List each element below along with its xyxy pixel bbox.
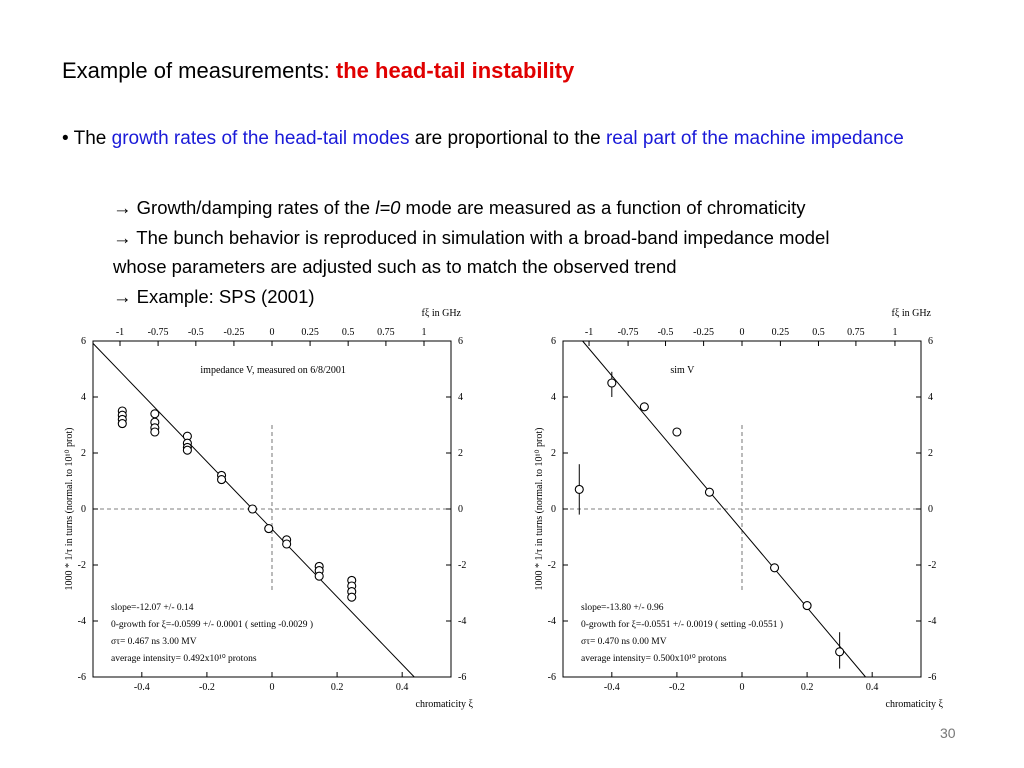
top-tick-label: 0.75 [377, 327, 395, 338]
data-point [151, 410, 159, 418]
data-point [836, 648, 844, 656]
title-highlight: the head-tail instability [335, 58, 575, 83]
data-point [673, 428, 681, 436]
top-tick-label: -0.5 [657, 327, 674, 338]
data-point [803, 602, 811, 610]
fit-info-line: 0-growth for ξ=-0.0551 +/- 0.0019 ( setting -0.0551 ) [581, 620, 784, 630]
y-tick-label-left: -6 [547, 672, 556, 683]
y-tick-label-right: -6 [928, 672, 937, 683]
y-tick-label-right: -4 [458, 616, 467, 627]
y-tick-label-left: -4 [77, 616, 86, 627]
top-tick-label: 0 [739, 327, 745, 338]
sub-item-text: whose parameters are adjusted such as to match the observed trend [113, 256, 677, 277]
y-tick-label-left: 6 [551, 336, 556, 347]
data-point [151, 428, 159, 436]
data-point [118, 420, 126, 428]
fit-info-line: στ= 0.467 ns 3.00 MV [111, 637, 197, 647]
fit-info-line: slope=-12.07 +/- 0.14 [111, 603, 194, 613]
x-tick-label: 0.4 [865, 682, 879, 693]
y-tick-label-right: -6 [458, 672, 467, 683]
data-point [283, 540, 291, 548]
data-point [771, 564, 779, 572]
bullet-text-1: The [73, 128, 112, 149]
bullet-highlight-impedance: real part of the machine impedance [605, 128, 904, 149]
chart-measured [60, 300, 476, 710]
data-point [608, 379, 616, 387]
y-tick-label-right: -2 [928, 560, 937, 571]
y-tick-label-left: -6 [77, 672, 86, 683]
y-tick-label-left: 2 [551, 448, 556, 459]
fit-info-line: στ= 0.470 ns 0.00 MV [581, 637, 667, 647]
top-tick-label: 1 [421, 327, 427, 338]
y-tick-label-left: 0 [551, 504, 556, 515]
sub-item-continuation [113, 252, 993, 282]
data-point [575, 485, 583, 493]
page-number: 30 [940, 725, 956, 741]
fit-info-line: slope=-13.80 +/- 0.96 [581, 603, 664, 613]
y-tick-label-right: 4 [928, 392, 933, 403]
top-tick-label: 0.25 [771, 327, 790, 338]
top-tick-label: 0.5 [341, 327, 355, 338]
data-point [248, 505, 256, 513]
y-tick-label-left: -2 [547, 560, 556, 571]
top-tick-label: -0.25 [693, 327, 715, 338]
top-tick-label: -0.75 [617, 327, 639, 338]
sub-item-text: Growth/damping rates of the [131, 197, 376, 218]
y-tick-label-right: 6 [928, 336, 933, 347]
y-tick-label-right: -2 [458, 560, 467, 571]
y-tick-label-right: -4 [928, 616, 937, 627]
x-axis-label: chromaticity ξ [885, 699, 943, 710]
top-tick-label: 1 [892, 327, 898, 338]
x-tick-label: -0.4 [603, 682, 620, 693]
top-tick-label: -0.75 [147, 327, 169, 338]
sub-item-italic: l=0 [375, 197, 401, 218]
top-tick-label: 0.5 [812, 327, 825, 338]
arrow-icon: → [113, 226, 132, 248]
fit-info-line: average intensity= 0.500x10¹⁰ protons [581, 654, 727, 664]
arrow-icon: → [113, 197, 132, 218]
top-tick-label: 0 [269, 327, 275, 338]
data-point [265, 525, 273, 533]
top-axis-label: fξ in GHz [891, 308, 931, 319]
y-tick-label-right: 6 [458, 336, 463, 347]
sub-item-text: mode are measured as a function of chromaticity [400, 197, 806, 218]
x-axis-label: chromaticity ξ [415, 699, 473, 710]
data-point [705, 488, 713, 496]
data-point [348, 593, 356, 601]
main-bullet [62, 124, 942, 154]
y-tick-label-right: 4 [458, 392, 463, 403]
top-tick-label: -0.5 [187, 327, 204, 338]
y-tick-label-left: 2 [81, 448, 86, 459]
top-tick-label: -1 [115, 327, 125, 338]
y-tick-label-right: 2 [458, 448, 463, 459]
y-tick-label-left: 4 [551, 392, 556, 403]
y-axis-label: 1000 * 1/τ in turns (normal. to 10¹⁰ prot) [64, 427, 75, 591]
x-tick-label: -0.2 [198, 682, 215, 693]
data-point [218, 476, 226, 484]
y-tick-label-left: -2 [77, 560, 86, 571]
y-tick-label-left: 6 [81, 336, 86, 347]
top-tick-label: 0.75 [847, 327, 865, 338]
data-point [183, 446, 191, 454]
sub-item-text: Example: SPS (2001) [131, 285, 315, 307]
y-axis-label: 1000 * 1/τ in turns (normal. to 10¹⁰ prot) [534, 427, 545, 591]
data-point [315, 572, 323, 580]
title-prefix: Example of measurements: [62, 58, 336, 83]
y-tick-label-right: 0 [928, 504, 933, 515]
sub-item-bunch-behavior [113, 223, 993, 253]
x-tick-label: 0.2 [800, 682, 814, 693]
top-tick-label: -0.25 [223, 327, 245, 338]
fit-info-line: average intensity= 0.492x10¹⁰ protons [111, 654, 257, 664]
chart-annotation: impedance V, measured on 6/8/2001 [200, 365, 346, 376]
arrow-icon: → [113, 285, 132, 307]
fit-info-line: 0-growth for ξ=-0.0599 +/- 0.0001 ( setting -0.0029 ) [111, 620, 314, 630]
x-tick-label: 0 [739, 682, 745, 693]
y-tick-label-left: 4 [81, 392, 86, 403]
x-tick-label: 0.4 [395, 682, 409, 693]
bullet-text-2: are proportional to the [409, 128, 606, 149]
sub-item-growth-damping [113, 193, 993, 223]
y-tick-label-left: 0 [81, 504, 86, 515]
chart-simulation [530, 300, 946, 710]
y-tick-label-right: 2 [928, 448, 933, 459]
bullet-marker: • [62, 128, 69, 149]
top-axis-label: fξ in GHz [421, 308, 461, 319]
x-tick-label: -0.4 [133, 682, 150, 693]
top-tick-label: 0.25 [301, 327, 319, 338]
slide-title [62, 58, 574, 84]
x-tick-label: 0 [269, 682, 275, 693]
data-point [640, 403, 648, 411]
y-tick-label-left: -4 [547, 616, 556, 627]
y-tick-label-right: 0 [458, 504, 463, 515]
bullet-highlight-growth-rates: growth rates of the head-tail modes [111, 128, 410, 149]
sub-bullets [113, 193, 993, 311]
top-tick-label: -1 [584, 327, 594, 338]
x-tick-label: 0.2 [330, 682, 344, 693]
x-tick-label: -0.2 [668, 682, 685, 693]
chart-annotation: sim V [670, 365, 695, 376]
sub-item-text: The bunch behavior is reproduced in simulation with a broad-band impedance model [131, 226, 830, 248]
